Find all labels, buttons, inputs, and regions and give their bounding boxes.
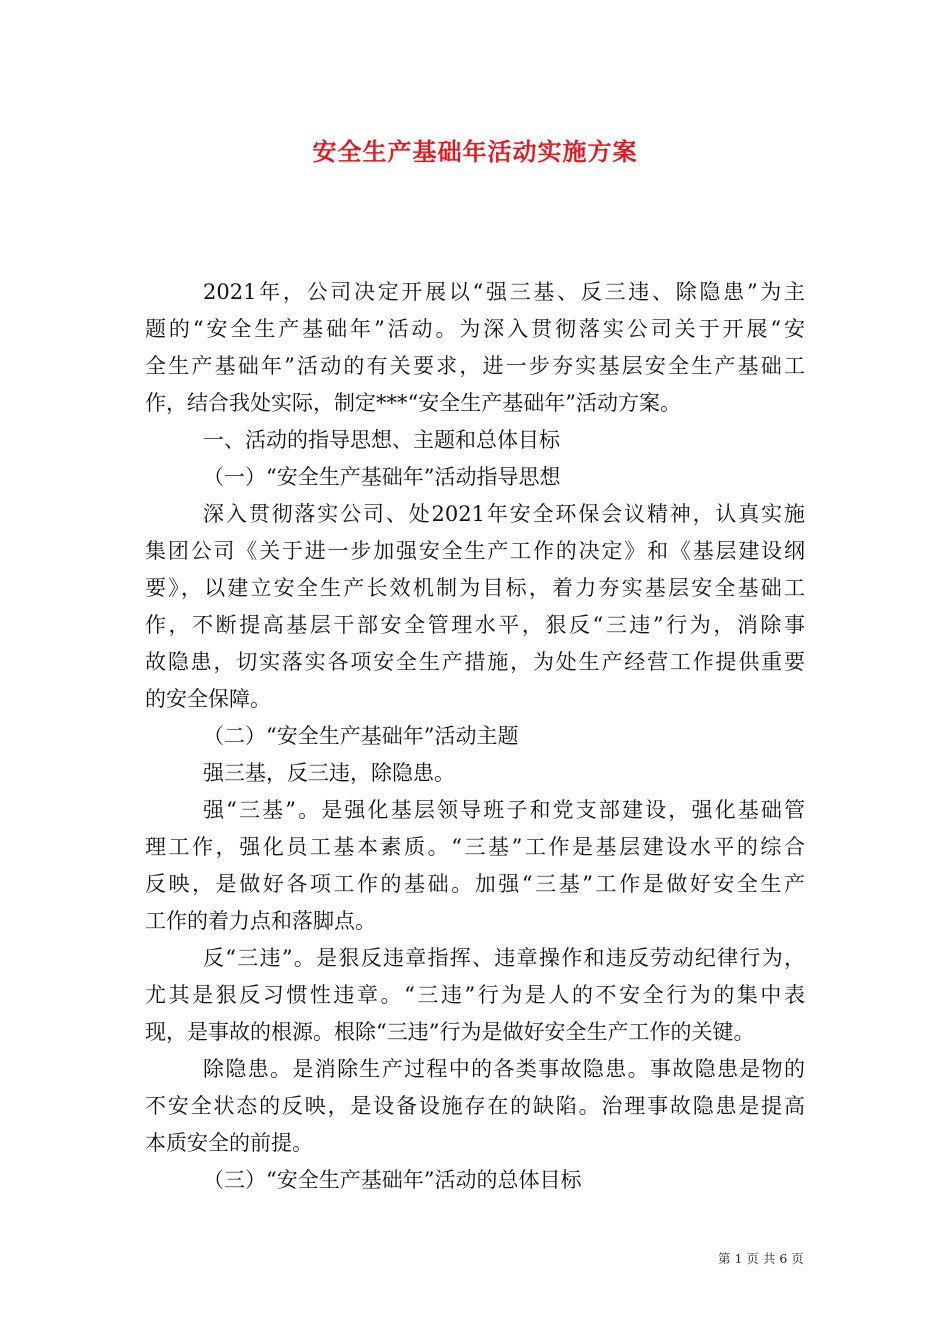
paragraph bbox=[145, 792, 805, 940]
text-line: 全生产基础年”活动的有关要求，进一步夯实基层安全生产基础工 bbox=[145, 354, 805, 378]
text-line: 理工作，强化员工基本素质。“三基”工作是基层建设水平的综合 bbox=[145, 835, 805, 859]
paragraph bbox=[145, 755, 805, 792]
text-line: （一）“安全生产基础年”活动指导思想 bbox=[203, 465, 561, 489]
paragraph bbox=[145, 1051, 805, 1162]
text-line: 集团公司《关于进一步加强安全生产工作的决定》和《基层建设纲 bbox=[145, 539, 805, 563]
text-line: 2021年，公司决定开展以“强三基、反三违、除隐患”为主 bbox=[203, 280, 805, 304]
text-line: （二）“安全生产基础年”活动主题 bbox=[203, 724, 519, 748]
text-line: 深入贯彻落实公司、处2021年安全环保会议精神，认真实施 bbox=[203, 502, 805, 526]
text-line: 本质安全的前提。 bbox=[145, 1131, 313, 1155]
paragraph bbox=[145, 1162, 805, 1199]
paragraph bbox=[145, 459, 805, 496]
paragraph bbox=[145, 718, 805, 755]
paragraph bbox=[145, 940, 805, 1051]
document-body bbox=[145, 274, 805, 1199]
text-line: 强三基，反三违，除隐患。 bbox=[203, 761, 455, 785]
text-line: 作，结合我处实际，制定***“安全生产基础年”活动方案。 bbox=[145, 391, 681, 415]
text-line: 不安全状态的反映，是设备设施存在的缺陷。治理事故隐患是提高 bbox=[145, 1094, 805, 1118]
paragraph bbox=[145, 496, 805, 718]
paragraph bbox=[145, 274, 805, 422]
text-line: 强“三基”。是强化基层领导班子和党支部建设，强化基础管 bbox=[203, 798, 805, 822]
text-line: （三）“安全生产基础年”活动的总体目标 bbox=[203, 1168, 582, 1192]
text-line: 题的“安全生产基础年”活动。为深入贯彻落实公司关于开展“安 bbox=[145, 317, 805, 341]
text-line: 反映，是做好各项工作的基础。加强“三基”工作是做好安全生产 bbox=[145, 872, 805, 896]
text-line: 一、活动的指导思想、主题和总体目标 bbox=[203, 428, 560, 452]
text-line: 除隐患。是消除生产过程中的各类事故隐患。事故隐患是物的 bbox=[203, 1057, 805, 1081]
text-line: 的安全保障。 bbox=[145, 687, 271, 711]
document-title: 安全生产基础年活动实施方案 bbox=[312, 138, 638, 166]
text-line: 作，不断提高基层干部安全管理水平，狠反“三违”行为，消除事 bbox=[145, 613, 805, 637]
page-number: 第 1 页 共 6 页 bbox=[718, 1251, 804, 1266]
text-line: 工作的着力点和落脚点。 bbox=[145, 909, 376, 933]
text-line: 反“三违”。是狠反违章指挥、违章操作和违反劳动纪律行为， bbox=[203, 946, 805, 970]
text-line: 尤其是狠反习惯性违章。“三违”行为是人的不安全行为的集中表 bbox=[145, 983, 805, 1007]
text-line: 现，是事故的根源。根除“三违”行为是做好安全生产工作的关键。 bbox=[145, 1020, 755, 1044]
paragraph bbox=[145, 422, 805, 459]
text-line: 要》，以建立安全生产长效机制为目标，着力夯实基层安全基础工 bbox=[145, 576, 805, 600]
text-line: 故隐患，切实落实各项安全生产措施，为处生产经营工作提供重要 bbox=[145, 650, 805, 674]
